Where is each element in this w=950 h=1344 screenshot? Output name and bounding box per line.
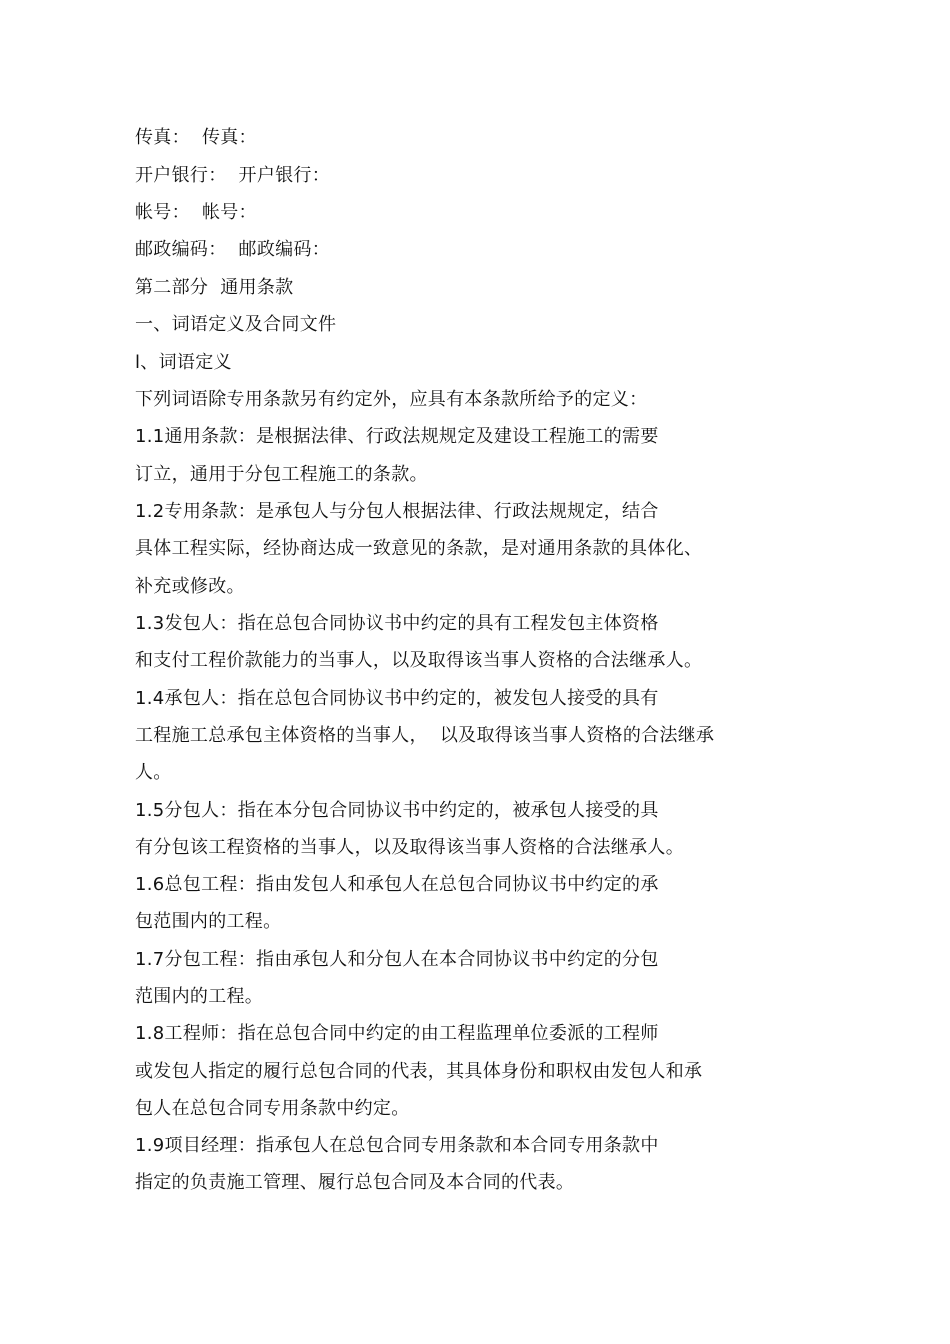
chapter-heading: 一、词语定义及合同文件 [135,314,337,335]
clause-1-8-line-3: 包人在总包合同专用条款中约定。 [135,1098,410,1119]
clause-1-9-line-2: 指定的负责施工管理、履行总包合同及本合同的代表。 [135,1172,575,1193]
clause-1-8-line-1: 1.8工程师：指在总包合同中约定的由工程监理单位委派的工程师 [135,1023,659,1044]
intro-paragraph: 下列词语除专用条款另有约定外，应具有本条款所给予的定义： [135,389,648,410]
clause-1-3-line-2: 和支付工程价款能力的当事人，以及取得该当事人资格的合法继承人。 [135,650,703,671]
clause-1-3-line-1: 1.3发包人：指在总包合同协议书中约定的具有工程发包主体资格 [135,613,659,634]
clause-1-6-line-2: 包范围内的工程。 [135,911,282,932]
clause-1-4-line-3: 人。 [135,762,172,783]
clause-1-2-line-1: 1.2专用条款：是承包人与分包人根据法律、行政法规规定，结合 [135,501,659,522]
clause-1-4-line-2: 工程施工总承包主体资格的当事人， 以及取得该当事人资格的合法继承 [135,725,715,746]
subsection-heading: l、词语定义 [135,352,232,373]
account-line: 帐号： 帐号： [135,202,257,223]
clause-1-1-line-2: 订立，通用于分包工程施工的条款。 [135,464,428,485]
clause-1-2-line-2: 具体工程实际，经协商达成一致意见的条款，是对通用条款的具体化、 [135,538,703,559]
section-heading: 第二部分 通用条款 [135,277,294,298]
fax-line: 传真： 传真： [135,127,257,148]
postcode-line: 邮政编码： 邮政编码： [135,239,331,260]
clause-1-5-line-1: 1.5分包人：指在本分包合同协议书中约定的，被承包人接受的具 [135,800,659,821]
clause-1-7-line-1: 1.7分包工程：指由承包人和分包人在本合同协议书中约定的分包 [135,949,659,970]
clause-1-1-line-1: 1.1通用条款：是根据法律、行政法规规定及建设工程施工的需要 [135,426,659,447]
clause-1-4-line-1: 1.4承包人：指在总包合同协议书中约定的，被发包人接受的具有 [135,688,659,709]
bank-line: 开户银行： 开户银行： [135,165,331,186]
clause-1-2-line-3: 补充或修改。 [135,576,245,597]
clause-1-5-line-2: 有分包该工程资格的当事人，以及取得该当事人资格的合法继承人。 [135,837,684,858]
clause-1-9-line-1: 1.9项目经理：指承包人在总包合同专用条款和本合同专用条款中 [135,1135,659,1156]
clause-1-8-line-2: 或发包人指定的履行总包合同的代表，其具体身份和职权由发包人和承 [135,1061,703,1082]
clause-1-7-line-2: 范围内的工程。 [135,986,264,1007]
clause-1-6-line-1: 1.6总包工程：指由发包人和承包人在总包合同协议书中约定的承 [135,874,659,895]
